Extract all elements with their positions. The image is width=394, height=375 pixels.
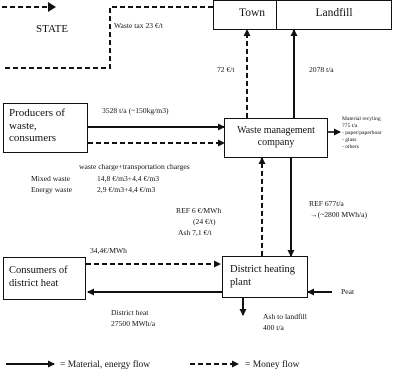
ref-mwh-label: →(~2800 MWh/a) (310, 210, 368, 219)
peat-label: Peat (341, 287, 355, 296)
waste-mgmt-label: Waste management company (237, 125, 315, 148)
district-heat-value: 27500 MWh/a (111, 319, 156, 328)
price-72-label: 72 €/t (217, 65, 235, 74)
mixed-waste-label: Mixed waste (31, 174, 71, 183)
dh-plant-box (222, 256, 308, 298)
landfill-2078-label: 2078 t/a (309, 65, 334, 74)
consumers-heat-label: Consumers of district heat (9, 265, 68, 289)
legend-material: = Material, energy flow (60, 360, 151, 370)
ash-price-label: Ash 7,1 €/t (178, 228, 212, 237)
landfill-label: Landfill (315, 7, 353, 19)
state-label: STATE (36, 23, 69, 35)
money-flow-waste-tax (2, 7, 213, 68)
ref-price-t-label: (24 €/t) (193, 217, 216, 226)
waste-3528-label: 3528 t/a (~150kg/m3) (102, 106, 169, 115)
landfill-box (276, 0, 392, 30)
recycling-amount: 775 t/a (342, 123, 358, 129)
dh-plant-label: District heating plant (230, 264, 296, 288)
district-heat-label: District heat (111, 308, 149, 317)
ash-landfill-value: 400 t/a (263, 323, 284, 332)
producers-label: Producers of waste, consumers (9, 107, 65, 144)
waste-tax-label: Waste tax 23 €/t (114, 21, 163, 30)
charge-header-label: waste charge+transportation charges (79, 162, 190, 171)
recycling-paper: - paper/paperboar (342, 130, 382, 136)
consumers-heat-box (3, 257, 86, 300)
producers-box (3, 103, 88, 153)
waste-mgmt-box (224, 118, 328, 158)
ref-price-label: REF 6 €/MWh (176, 206, 222, 215)
town-label: Town (238, 7, 266, 19)
legend-money: = Money flow (245, 360, 300, 370)
energy-waste-label: Energy waste (31, 185, 72, 194)
recycling-glass: - glass (342, 137, 357, 143)
ref-677-label: REF 677t/a (309, 199, 344, 208)
recycling-others: - others (342, 144, 359, 150)
heat-price-label: 34,4€/MWh (90, 246, 127, 255)
recycling-title: Material recyling (342, 116, 381, 122)
ash-landfill-label: Ash to landfill (263, 312, 307, 321)
mixed-waste-value: 14,8 €/m3+4,4 €/m3 (97, 174, 160, 183)
energy-waste-value: 2,9 €/m3+4,4 €/m3 (97, 185, 156, 194)
